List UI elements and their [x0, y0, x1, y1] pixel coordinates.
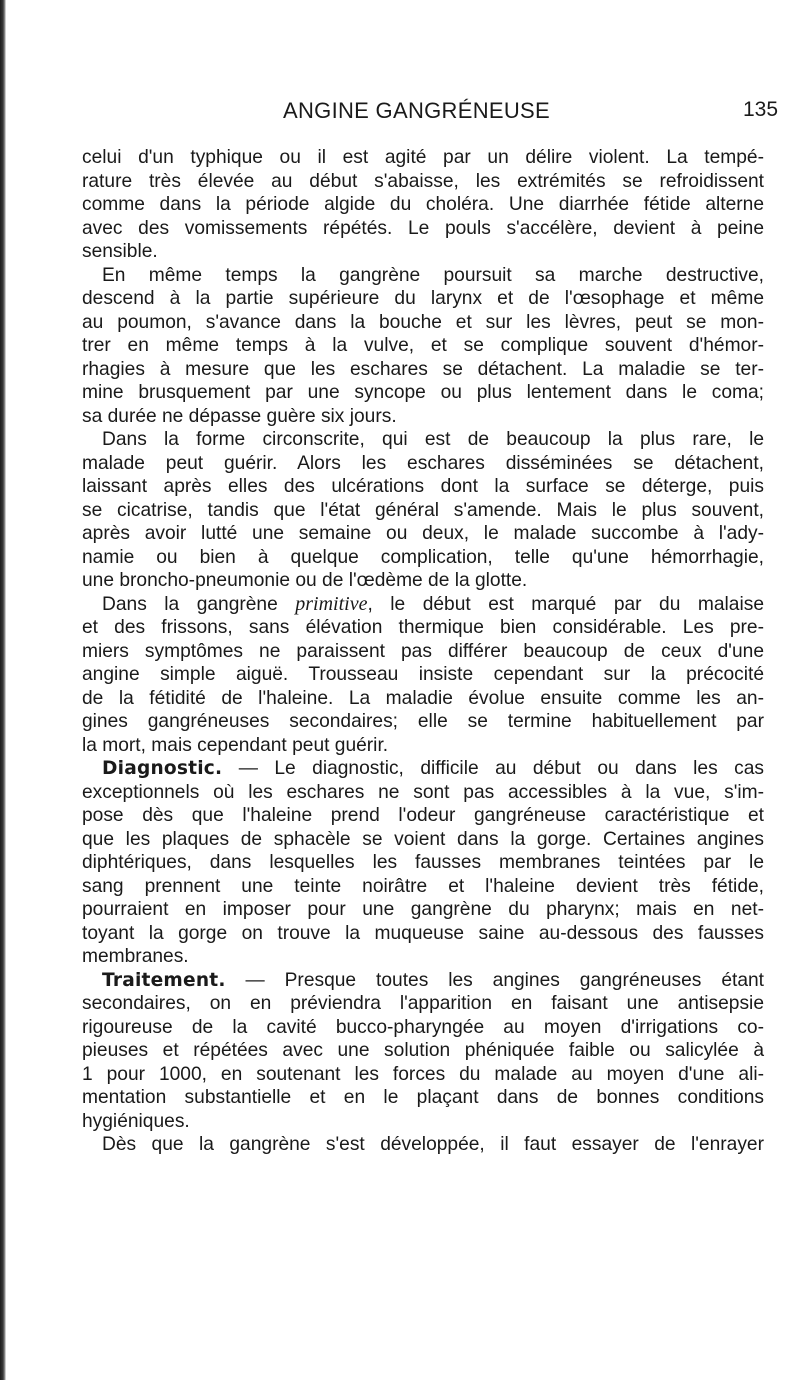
running-header	[0, 98, 801, 128]
page-binding-edge	[0, 0, 6, 1380]
text-line: comme dans la période algide du choléra. Une diarrhée fétide alterne	[82, 194, 764, 215]
text-line: pourraient en imposer pour une gangrène du pharynx; mais en net-	[82, 899, 764, 920]
text-line: trer en même temps à la vulve, et se complique souvent d'hémor-	[82, 335, 764, 356]
text-line: toyant la gorge on trouve la muqueuse saine au-dessous des fausses	[82, 922, 764, 944]
text-line: Dès que la gangrène s'est développée, il faut essayer de l'enrayer	[102, 1134, 764, 1155]
text-line: avec des vomissements répétés. Le pouls s'accélère, devient à peine	[82, 217, 764, 239]
text-line: diphtériques, dans lesquelles les fausses membranes teintées par le	[82, 852, 764, 873]
text-line: secondaires, on en préviendra l'apparition en faisant une antisepsie	[82, 993, 764, 1014]
text-line: miers symptômes ne paraissent pas différer beaucoup de ceux d'une	[82, 640, 764, 662]
text-line: pieuses et répétées avec une solution phéniquée faible ou salicylée à	[82, 1040, 764, 1061]
text-line	[82, 593, 764, 617]
emphasis-text: primitive	[295, 592, 368, 615]
text-line: membranes.	[82, 946, 189, 967]
paragraph-2	[82, 264, 764, 429]
text-line: 1 pour 1000, en soutenant les forces du malade au moyen d'une ali-	[82, 1063, 764, 1085]
text-line: malade peut guérir. Alors les eschares disséminées se détachent,	[82, 452, 764, 474]
body-text	[82, 146, 764, 1157]
text-line: que les plaques de sphacèle se voient dans la gorge. Certaines angines	[82, 828, 764, 850]
paragraph-3	[82, 428, 764, 593]
text-line: de la fétidité de l'haleine. La maladie évolue ensuite comme les an-	[82, 687, 764, 709]
text-line: après avoir lutté une semaine ou deux, le malade succombe à l'ady-	[82, 523, 764, 544]
text-line: rhagies à mesure que les eschares se détachent. La maladie se ter-	[82, 358, 764, 380]
text-line: une broncho-pneumonie ou de l'œdème de la glotte.	[82, 570, 528, 591]
text-line: Dans la forme circonscrite, qui est de beaucoup la plus rare, le	[102, 429, 764, 450]
section-heading-diagnostic: Diagnostic.	[102, 758, 223, 779]
text-line: laissant après elles des ulcérations dont la surface se déterge, puis	[82, 476, 764, 497]
text-line: En même temps la gangrène poursuit sa marche destructive,	[102, 264, 764, 286]
paragraph-4	[82, 593, 764, 758]
text-line: exceptionnels où les eschares ne sont pas accessibles à la vue, s'im-	[82, 781, 764, 803]
text-line: celui d'un typhique ou il est agité par un délire violent. La tempé-	[82, 147, 764, 168]
text-run: — Presque toutes les angines gangréneuses étant	[225, 969, 764, 991]
text-line: la mort, mais cependant peut guérir.	[82, 734, 389, 756]
page-number: 135	[743, 98, 779, 121]
text-line: mine brusquement par une syncope ou plus lentement dans le coma;	[82, 382, 764, 403]
text-line: angine simple aiguë. Trousseau insiste cependant sur la précocité	[82, 664, 764, 685]
running-title: ANGINE GANGRÉNEUSE	[283, 98, 551, 123]
text-line: namie ou bien à quelque complication, telle qu'une hémorrhagie,	[82, 546, 764, 568]
text-line: se cicatrise, tandis que l'état général s'amende. Mais le plus souvent,	[82, 499, 764, 521]
text-line: sang prennent une teinte noirâtre et l'haleine devient très fétide,	[82, 875, 764, 897]
text-line: mentation substantielle et en le plaçant dans de bonnes conditions	[82, 1087, 764, 1108]
paragraph-7	[82, 1133, 764, 1157]
text-line: gines gangréneuses secondaires; elle se termine habituellement par	[82, 711, 764, 732]
section-heading-traitement: Traitement.	[102, 969, 226, 991]
text-line: pose dès que l'haleine prend l'odeur gangréneuse caractéristique et	[82, 805, 764, 826]
text-run: Dans la gangrène	[102, 593, 296, 615]
text-line	[82, 757, 764, 781]
text-line: au poumon, s'avance dans la bouche et sur les lèvres, peut se mon-	[82, 311, 764, 333]
text-line: hygiéniques.	[82, 1110, 190, 1132]
paragraph-traitement	[82, 969, 764, 1134]
text-line	[82, 969, 764, 993]
text-run: , le début est marqué par du malaise	[367, 593, 764, 615]
text-line: et des frissons, sans élévation thermique bien considérable. Les pre-	[82, 617, 764, 638]
text-line: sa durée ne dépasse guère six jours.	[82, 405, 397, 427]
paragraph-diagnostic	[82, 757, 764, 969]
text-line: rature très élevée au début s'abaisse, les extrémités se refroidissent	[82, 170, 764, 192]
text-run: — Le diagnostic, difficile au début ou dans les cas	[222, 758, 764, 779]
text-line: descend à la partie supérieure du larynx et de l'œsophage et même	[82, 288, 764, 309]
text-line: rigoureuse de la cavité bucco-pharyngée au moyen d'irrigations co-	[82, 1016, 764, 1038]
text-line: sensible.	[82, 241, 158, 262]
paragraph-1	[82, 146, 764, 264]
